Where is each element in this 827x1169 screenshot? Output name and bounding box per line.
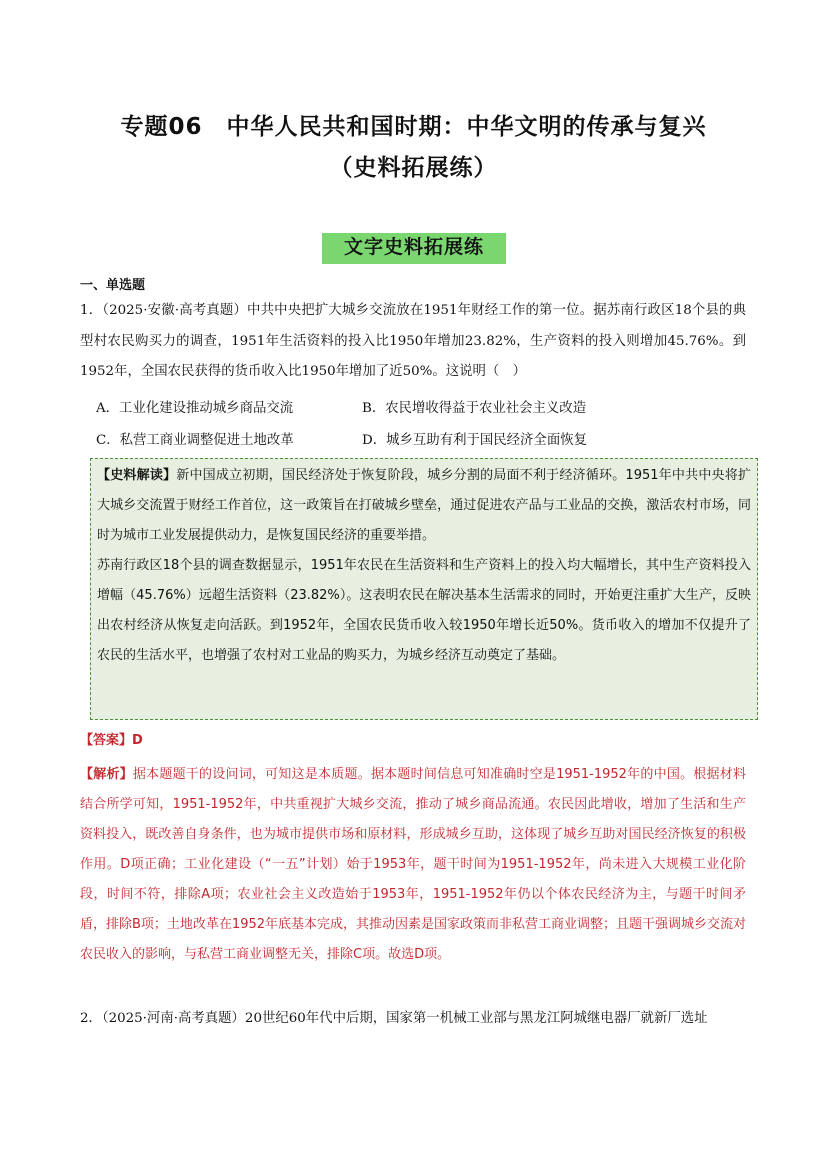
option-d: D．城乡互助有利于国民经济全面恢复 <box>362 433 587 448</box>
option-a: A．工业化建设推动城乡商品交流 <box>96 401 294 416</box>
question-2-stem: 2．（2025·河南·高考真题）20世纪60年代中后期，国家第一机械工业部与黑龙江阿城继电器厂就新厂选址 <box>80 1011 708 1026</box>
analysis-paragraph-1: 【史料解读】新中国成立初期，国民经济处于恢复阶段，城乡分割的局面不利于经济循环。1951年中共中央将扩大城乡交流置于财经工作首位，这一政策旨在打破城乡壁垒，通过促进农产品与工业品的交换，激活农村市场，同时为城市工业发展提供动力，是恢复国民经济的重要举措。 <box>97 468 751 543</box>
analysis-paragraph-2: 苏南行政区18个县的调查数据显示，1951年农民在生活资料和生产资料上的投入均大幅增长，其中生产资料投入增幅（45.76%）远超生活资料（23.82%）。这表明农民在解决基本生活需求的同时，开始更注重扩大生产，反映出农村经济从恢复走向活跃。到1952年，全国农民货币收入较1950年增长近50%。货币收入的增加不仅提升了农民的生活水平，也增强了农村对工业品的购买力，为城乡经济互动奠定了基础。 <box>97 558 751 663</box>
answer-line: 【答案】D <box>80 733 143 748</box>
explanation <box>80 760 746 970</box>
explanation-text: 据本题题干的设问词，可知这是本质题。据本题时间信息可知准确时空是1951-1952年的中国。根据材料结合所学可知，1951-1952年，中共重视扩大城乡交流，推动了城乡商品流通。农民因此增收，增加了生活和生产资料投入，既改善自身条件，也为城市提供市场和原材料，形成城乡互助，这体现了城乡互助对国民经济恢复的积极作用。D项正确；工业化建设（“一五”计划）始于1953年，题干时间为1951-1952年，尚未进入大规模工业化阶段，时间不符，排除A项；农业社会主义改造始于1953年，1951-1952年仍以个体农民经济为主，与题干时间矛盾，排除B项；土地改革在1952年底基本完成，其推动因素是国家政策而非私营工商业调整；且题干强调城乡交流对农民收入的影响，与私营工商业调整无关，排除C项。故选D项。 <box>80 767 747 962</box>
explanation-tag: 【解析】 <box>80 767 133 782</box>
source-analysis-box <box>90 458 758 720</box>
section-banner: 文字史料拓展练 <box>322 233 506 264</box>
page-subtitle: （史料拓展练） <box>329 155 498 181</box>
analysis-tag: 【史料解读】 <box>97 468 177 483</box>
option-b: B．农民增收得益于农业社会主义改造 <box>362 401 587 416</box>
option-c: C．私营工商业调整促进土地改革 <box>96 433 294 448</box>
question-1-stem: 1．（2025·安徽·高考真题）中共中央把扩大城乡交流放在1951年财经工作的第一位。据苏南行政区18个县的典型村农民购买力的调查，1951年生活资料的投入比1950年增加23.82%，生产资料的投入则增加45.76%。到1952年，全国农民获得的货币收入比1950年增加了近50%。这说明（ ） <box>80 303 746 379</box>
section-heading: 一、单选题 <box>80 278 146 293</box>
page-title: 专题06 中华人民共和国时期：中华文明的传承与复兴 <box>120 114 707 140</box>
